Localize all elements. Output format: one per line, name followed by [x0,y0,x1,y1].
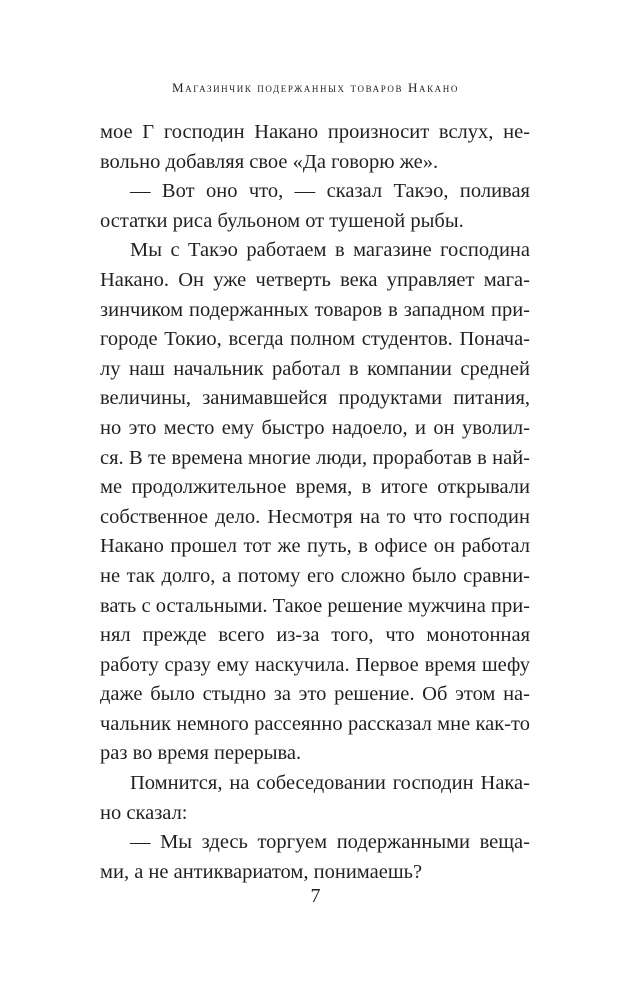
text-line: ми, а не антиквариатом, понимаешь? [100,860,423,883]
text-line: лу наш начальник работал в компании средней [100,357,530,380]
text-line: Накано прошел тот же путь, в офисе он работал [100,535,530,558]
text-line: Накано. Он уже четверть века управляет мага- [100,268,530,291]
text-line: собственное дело. Несмотря на то что господин [100,505,530,528]
text-line: зинчиком подержанных товаров в западном при- [100,298,530,321]
text-line: чальник немного рассеянно рассказал мне как-то [100,712,530,735]
text-line: ме продолжительное время, в итоге открывали [100,476,530,499]
text-line: величины, занимавшейся продуктами питания, [100,387,530,410]
text-line: — Вот оно что, — сказал Такэо, поливая [130,180,530,203]
text-line: нял прежде всего из-за того, что монотонная [100,624,530,647]
text-line: даже было стыдно за это решение. Об этом на- [100,683,530,706]
text-line: Мы с Такэо работаем в магазине господина [130,239,530,262]
text-line: но это место ему быстро надоело, и он уволил- [100,416,530,439]
text-line: не так долго, а потому его сложно было сравни- [100,564,530,587]
text-line: ся. В те времена многие люди, проработав в най- [100,446,530,469]
text-line: — Мы здесь торгуем подержанными веща- [130,831,530,854]
text-line: городе Токио, всегда полном студентов. Понача- [100,328,530,351]
text-line: раз во время перерыва. [100,742,302,765]
text-line: остатки риса бульоном от тушеной рыбы. [100,209,464,232]
page-number: 7 [310,885,321,907]
text-line: работу сразу ему наскучила. Первое время шефу [100,653,530,676]
text-line: вольно добавляя свое «Да говорю же». [100,150,439,173]
text-line: но сказал: [100,801,188,824]
running-head-title: Магазинчик подержанных товаров Накано [172,80,459,95]
text-line: вать с остальными. Такое решение мужчина при- [100,594,530,617]
body-text [100,118,530,887]
text-line: Помнится, на собеседовании господин Нака- [130,772,530,795]
text-line: мое Г господин Накано произносит вслух, не- [100,121,530,143]
